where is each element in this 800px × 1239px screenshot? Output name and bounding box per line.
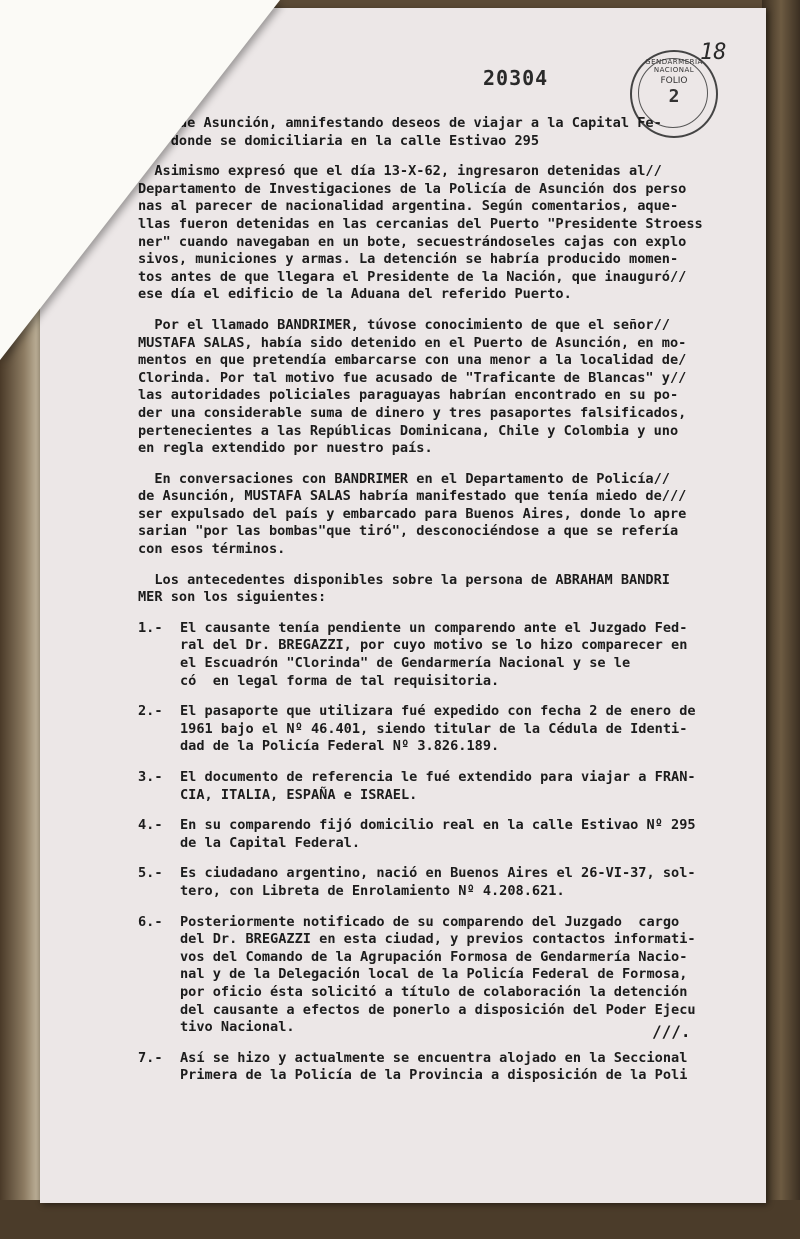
numbered-item bbox=[138, 769, 738, 804]
paragraph-line: tos antes de que llegara el Presidente de la Nación, que inauguró// bbox=[138, 268, 687, 285]
paragraph-line: de Asunción, MUSTAFA SALAS habría manifestado que tenía miedo de/// bbox=[138, 488, 687, 505]
item-number: 4.- bbox=[138, 817, 163, 834]
item-content bbox=[180, 914, 738, 1037]
paragraph-line: MER son los siguientes: bbox=[138, 589, 327, 606]
item-content bbox=[180, 769, 738, 804]
paragraph-line: Por el llamado BANDRIMER, túvose conocimiento de que el señor// bbox=[138, 316, 670, 333]
item-content bbox=[180, 703, 738, 756]
paragraph-line: pertenecientes a las Repúblicas Dominicana, Chile y Colombia y uno bbox=[138, 422, 679, 439]
paragraph-spacer bbox=[138, 1037, 738, 1050]
paragraph-line: Clorinda. Por tal motivo fue acusado de "Traficante de Blancas" y// bbox=[138, 369, 687, 386]
item-line: El documento de referencia le fué extendido para viajar a FRAN- bbox=[180, 769, 696, 785]
item-number: 3.- bbox=[138, 769, 163, 785]
item-line: nal y de la Delegación local de la Policía Federal de Formosa, bbox=[180, 966, 688, 983]
numbered-item bbox=[138, 865, 738, 900]
item-number: 1.- bbox=[138, 619, 163, 636]
paragraph-line: ser expulsado del país y embarcado para Buenos Aires, donde lo apre bbox=[138, 505, 687, 522]
item-line: el Escuadrón "Clorinda" de Gendarmería Nacional y se le bbox=[180, 655, 631, 672]
bottom-edge bbox=[0, 1200, 800, 1239]
item-line: El pasaporte que utilizara fué expedido con fecha 2 de enero de bbox=[180, 703, 696, 720]
stamp-number: 2 bbox=[668, 86, 680, 107]
numbered-item bbox=[138, 817, 738, 852]
folded-page-corner bbox=[0, 0, 280, 360]
stamp-ring-text: GENDARMERIA NACIONAL bbox=[645, 58, 703, 74]
item-content bbox=[180, 620, 738, 690]
continuation-mark: ///. bbox=[652, 1022, 691, 1041]
paragraph-spacer bbox=[138, 690, 738, 703]
numbered-item bbox=[138, 620, 738, 690]
item-line: Posteriormente notificado de su comparendo del Juzgado cargo bbox=[180, 913, 680, 930]
paragraph-spacer bbox=[138, 852, 738, 865]
item-line: tivo Nacional. bbox=[180, 1019, 295, 1036]
paragraph-spacer bbox=[138, 559, 738, 572]
paragraph-line: en regla extendido por nuestro país. bbox=[138, 440, 433, 457]
item-content bbox=[180, 817, 738, 852]
paragraph-spacer bbox=[138, 804, 738, 817]
numbered-item bbox=[138, 914, 738, 1037]
item-number: 5.- bbox=[138, 865, 163, 882]
stamp-label: FOLIO bbox=[660, 76, 688, 86]
item-line: En su comparendo fijó domicilio real en la calle Estivao Nº 295 bbox=[180, 817, 696, 834]
paragraph-line: Departamento de Investigaciones de la Policía de Asunción dos perso bbox=[138, 180, 687, 197]
paragraph-line: der una considerable suma de dinero y tres pasaportes falsificados, bbox=[138, 404, 687, 421]
paragraph-line: sarian "por las bombas"que tiró", desconociéndose a que se refería bbox=[138, 523, 679, 540]
paragraph-line: MUSTAFA SALAS, había sido detenido en el Puerto de Asunción, en mo- bbox=[138, 334, 687, 351]
item-line: có en legal forma de tal requisitoria. bbox=[180, 672, 500, 689]
item-content bbox=[180, 1050, 738, 1085]
item-line: ral del Dr. BREGAZZI, por cuyo motivo se lo hizo comparecer en bbox=[180, 637, 688, 654]
item-line: del causante a efectos de ponerlo a disposición del Poder Ejecu bbox=[180, 1001, 696, 1018]
right-edge bbox=[762, 0, 800, 1239]
paragraph-line: Asimismo expresó que el día 13-X-62, ingresaron detenidas al// bbox=[138, 163, 662, 180]
item-line: por oficio ésta solicitó a título de colaboración la detención bbox=[180, 983, 688, 1000]
item-number: 6.- bbox=[138, 913, 163, 930]
paragraph-spacer bbox=[138, 756, 738, 769]
paragraph-spacer bbox=[138, 458, 738, 471]
paragraph-line: ner" cuando navegaban en un bote, secuestrándoseles cajas con explo bbox=[138, 233, 687, 250]
item-line: Primera de la Policía de la Provincia a disposición de la Poli bbox=[180, 1067, 688, 1084]
numbered-item bbox=[138, 703, 738, 756]
item-content bbox=[180, 865, 738, 900]
paragraph-line: llas fueron detenidas en las cercanias del Puerto "Presidente Stroess bbox=[138, 215, 703, 232]
header-line: al, donde se domiciliaria en la calle Estivao 295 bbox=[138, 132, 540, 149]
paragraph-line: sivos, municiones y armas. La detención se habría producido momen- bbox=[138, 251, 679, 268]
item-line: tero, con Libreta de Enrolamiento Nº 4.208.621. bbox=[180, 882, 565, 899]
paragraph-line: con esos términos. bbox=[138, 541, 286, 558]
item-number: 7.- bbox=[138, 1049, 163, 1066]
item-number: 2.- bbox=[138, 703, 163, 720]
paragraph-line: ese día el edificio de la Aduana del referido Puerto. bbox=[138, 286, 572, 303]
paragraph bbox=[138, 572, 738, 607]
item-line: del Dr. BREGAZZI en esta ciudad, y previos contactos informati- bbox=[180, 931, 696, 948]
item-line: Es ciudadano argentino, nació en Buenos Aires el 26-VI-37, sol- bbox=[180, 865, 696, 882]
paragraph-spacer bbox=[138, 1085, 738, 1098]
folio-handwritten-number: 18 bbox=[700, 40, 727, 65]
document-number: 20304 bbox=[483, 66, 549, 90]
paragraph-spacer bbox=[138, 607, 738, 620]
paragraph-line: Los antecedentes disponibles sobre la persona de ABRAHAM BANDRI bbox=[138, 571, 670, 588]
item-line: Así se hizo y actualmente se encuentra alojado en la Seccional bbox=[180, 1049, 688, 1066]
item-line: 1961 bajo el Nº 46.401, siendo titular de la Cédula de Identi- bbox=[180, 720, 688, 737]
paragraph-line: las autoridades policiales paraguayas habrían encontrado en su po- bbox=[138, 387, 679, 404]
paragraph-line: mentos en que pretendía embarcarse con una menor a la localidad de/ bbox=[138, 352, 687, 369]
item-line: de la Capital Federal. bbox=[180, 834, 361, 851]
item-line: dad de la Policía Federal Nº 3.826.189. bbox=[180, 738, 500, 755]
item-line: El causante tenía pendiente un comparendo ante el Juzgado Fed- bbox=[180, 619, 688, 636]
item-line: CIA, ITALIA, ESPAÑA e ISRAEL. bbox=[180, 786, 418, 803]
header-line: icia de Asunción, amnifestando deseos de viajar a la Capital Fe- bbox=[138, 115, 662, 131]
paragraph-line: nas al parecer de nacionalidad argentina. Según comentarios, aque- bbox=[138, 198, 679, 215]
paragraph-spacer bbox=[138, 901, 738, 914]
paragraph bbox=[138, 471, 738, 559]
numbered-item bbox=[138, 1050, 738, 1085]
item-line: vos del Comando de la Agrupación Formosa de Gendarmería Nacio- bbox=[180, 948, 688, 965]
paragraph-line: En conversaciones con BANDRIMER en el Departamento de Policía// bbox=[138, 470, 670, 487]
